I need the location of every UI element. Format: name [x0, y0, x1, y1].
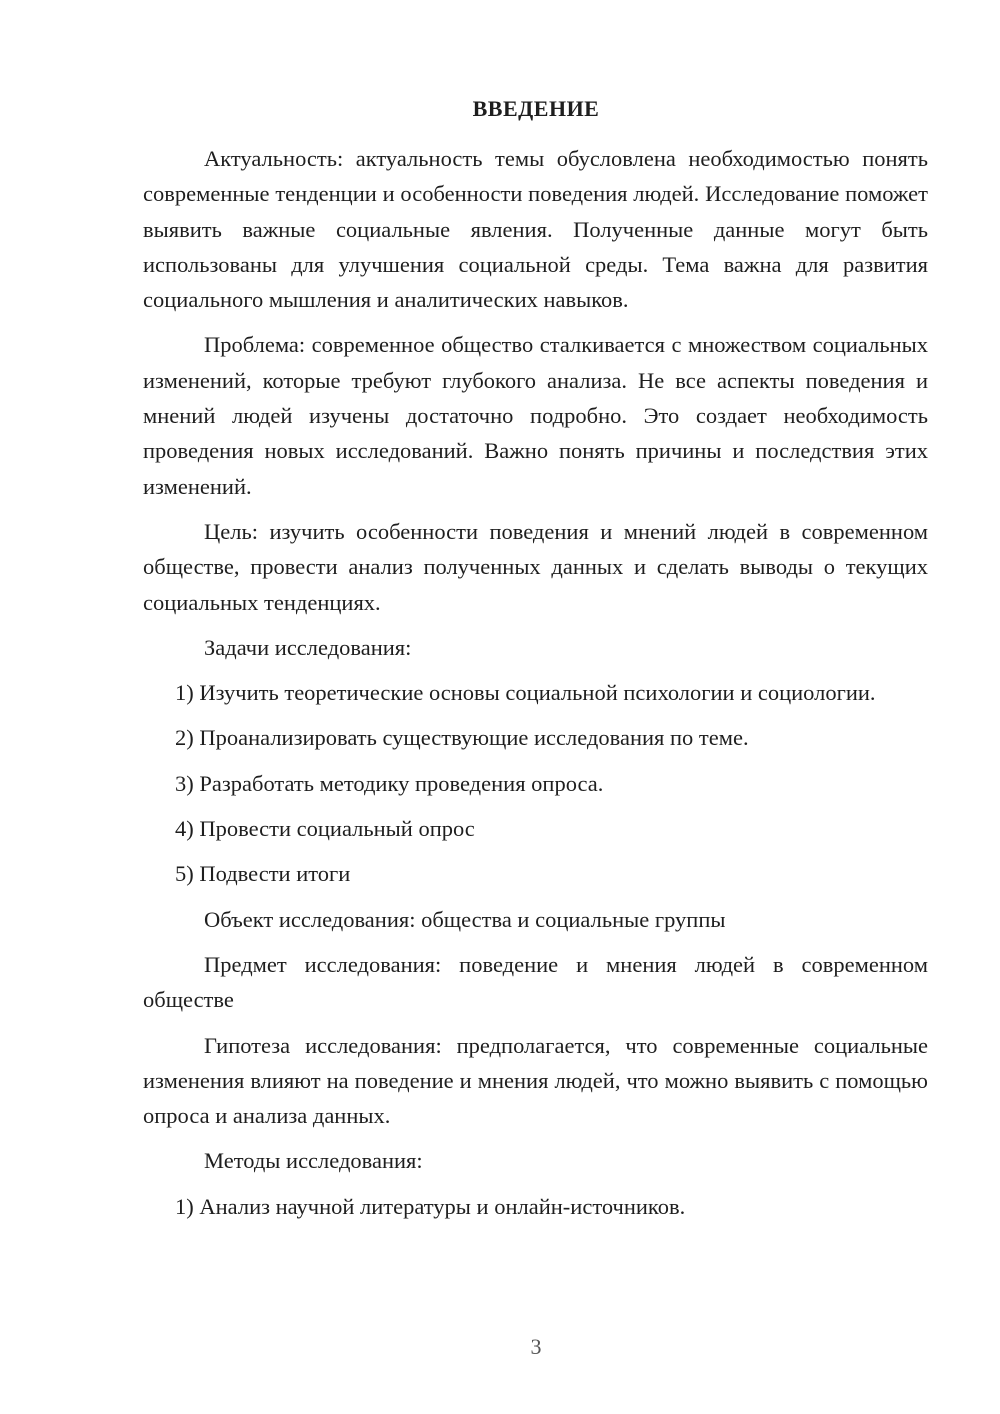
list-item: 1) Изучить теоретические основы социальной психологии и социологии.	[175, 680, 876, 706]
paragraph-problem: Проблема: современное общество сталкивается с множеством социальных изменений, которые требуют глубокого анализа. Не все аспекты поведения и мнений людей изучены достаточно подробно. Это создает необходимость проведения новых исследований. Важно понять причины и последствия этих изменений.	[143, 332, 928, 499]
paragraph-relevance: Актуальность: актуальность темы обусловлена необходимостью понять современные тенденции и особенности поведения людей. Исследование поможет выявить важные социальные явления. Полученные данные могут быть использованы для улучшения социальной среды. Тема важна для развития социального мышления и аналитических навыков.	[143, 146, 928, 313]
list-item: 5) Подвести итоги	[175, 861, 351, 887]
list-item: 1) Анализ научной литературы и онлайн-источников.	[175, 1193, 686, 1219]
paragraph-subject: Предмет исследования: поведение и мнения людей в современном обществе	[143, 951, 928, 1013]
page-title: ВВЕДЕНИЕ	[472, 96, 600, 121]
list-item: 4) Провести социальный опрос	[175, 816, 475, 842]
paragraph-object: Объект исследования: общества и социальные группы	[204, 906, 726, 932]
methods-heading: Методы исследования:	[204, 1148, 423, 1174]
paragraph-hypothesis: Гипотеза исследования: предполагается, что современные социальные изменения влияют на поведение и мнения людей, что можно выявить с помощью опроса и анализа данных.	[143, 1032, 928, 1129]
page-number: 3	[530, 1334, 542, 1359]
list-item: 3) Разработать методику проведения опроса.	[175, 770, 604, 796]
list-item: 2) Проанализировать существующие исследования по теме.	[175, 725, 749, 751]
document-body	[143, 141, 928, 1224]
tasks-heading: Задачи исследования:	[204, 634, 412, 660]
paragraph-goal: Цель: изучить особенности поведения и мнений людей в современном обществе, провести анализ полученных данных и сделать выводы о текущих социальных тенденциях.	[143, 518, 928, 615]
